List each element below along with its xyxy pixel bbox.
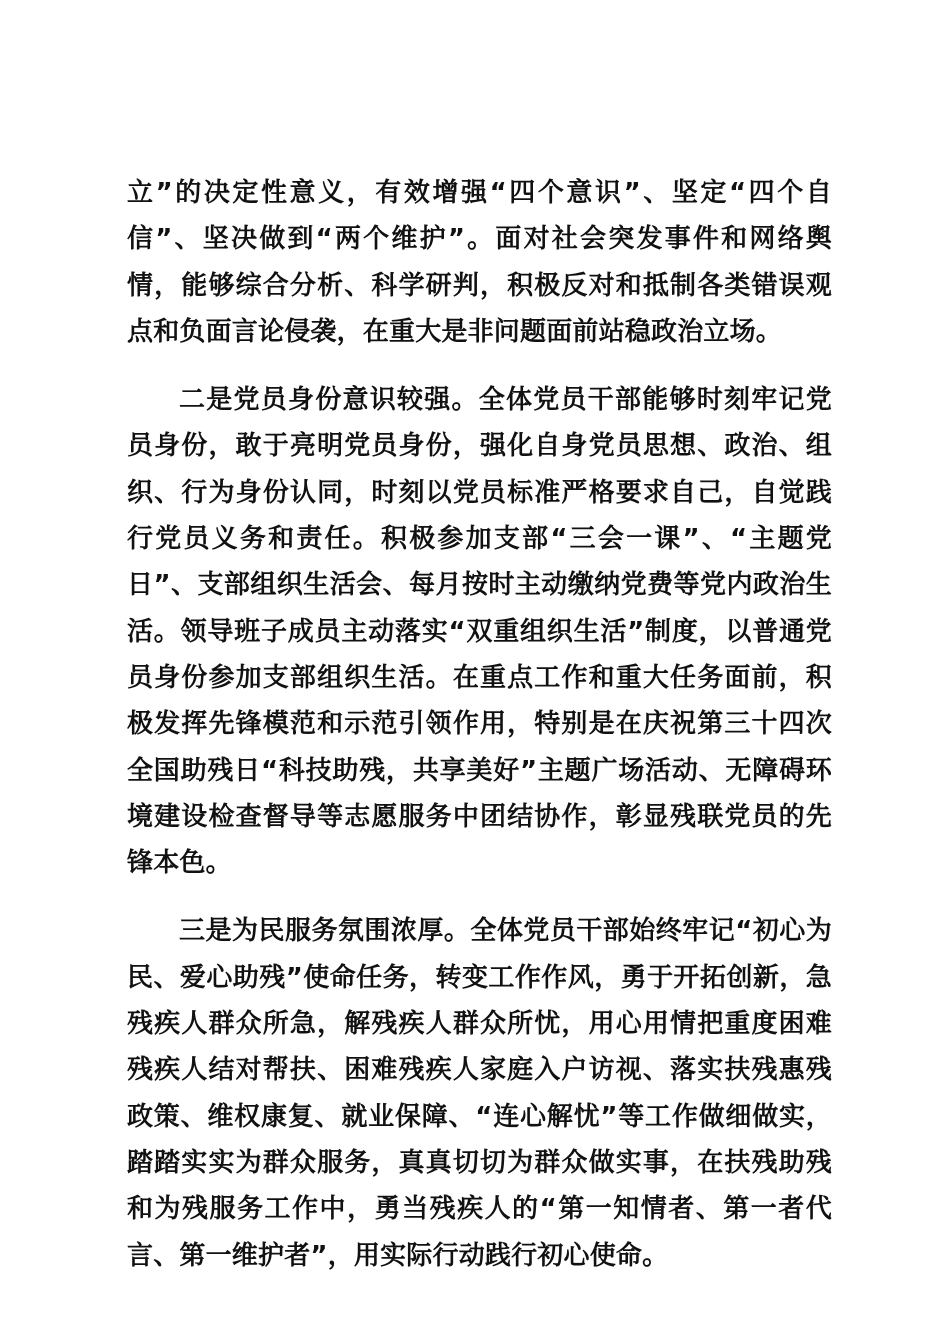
paragraph-service-atmosphere: 三是为民服务氛围浓厚。全体党员干部始终牢记“初心为民、爱心助残”使命任务，转变工作作风，勇于开拓创新，急残疾人群众所急，解残疾人群众所忧，用心用情把重度困难残疾人结对帮扶、困难残疾人家庭入户访视、落实扶残惠残政策、维权康复、就业保障、“连心解忧”等工作做细做实，踏踏实实为群众服务，真真切切为群众做实事，在扶残助残和为残服务工作中，勇当残疾人的“第一知情者、第一者代言、第一维护者”，用实际行动践行初心使命。 bbox=[127, 916, 832, 1271]
paragraph-continuation: 立”的决定性意义，有效增强“四个意识”、坚定“四个自信”、坚决做到“两个维护”。面对社会突发事件和网络舆情，能够综合分析、科学研判，积极反对和抵制各类错误观点和负面言论侵袭，在重大是非问题面前站稳政治立场。 bbox=[127, 178, 832, 347]
paragraph-party-identity: 二是党员身份意识较强。全体党员干部能够时刻牢记党员身份，敢于亮明党员身份，强化自身党员思想、政治、组织、行为身份认同，时刻以党员标准严格要求自己，自觉践行党员义务和责任。积极参加支部“三会一课”、“主题党日”、支部组织生活会、每月按时主动缴纳党费等党内政治生活。领导班子成员主动落实“双重组织生活”制度，以普通党员身份参加支部组织生活。在重点工作和重大任务面前，积极发挥先锋模范和示范引领作用，特别是在庆祝第三十四次全国助残日“科技助残，共享美好”主题广场活动、无障碍环境建设检查督导等志愿服务中团结协作，彰显残联党员的先锋本色。 bbox=[127, 385, 832, 879]
document-body bbox=[127, 170, 832, 1279]
